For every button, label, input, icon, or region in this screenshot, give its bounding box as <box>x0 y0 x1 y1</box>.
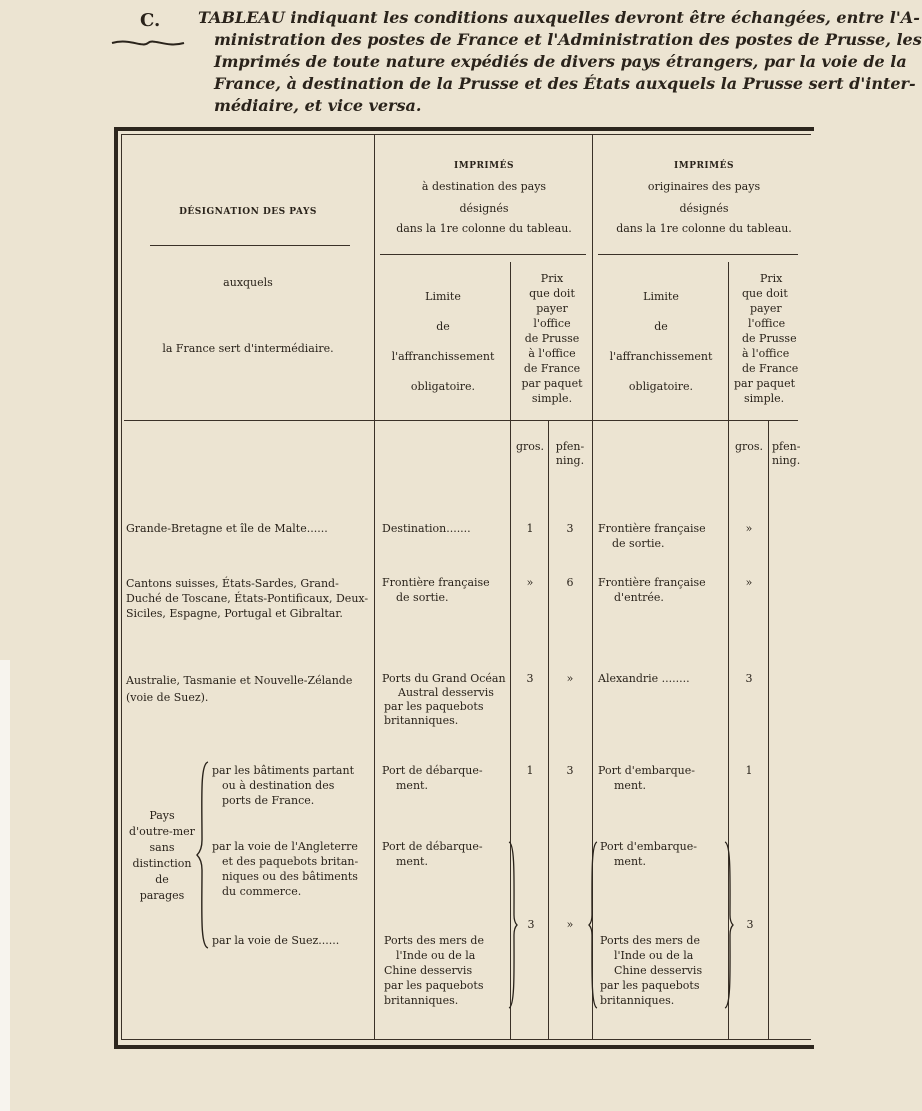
limite-dest-cell: Austral desservis <box>398 686 494 699</box>
prix-line: par paquet <box>734 377 796 390</box>
title-rule <box>150 245 350 246</box>
group1-line: à destination des pays <box>421 180 547 193</box>
limite-header: l'affranchissement <box>391 350 495 363</box>
limite-dest-cell: Destination....... <box>382 522 471 535</box>
limite-orig-cell: ment. <box>614 779 646 792</box>
group1-line: désignés <box>459 202 509 215</box>
limite-header: l'affranchissement <box>609 350 713 363</box>
voie-cell: et des paquebots britan- <box>222 855 359 868</box>
limite-dest-cell: britanniques. <box>384 714 459 727</box>
group2-line: désignés <box>679 202 729 215</box>
gros-cell: 1 <box>526 764 534 777</box>
limite-dest-cell: Frontière française <box>382 576 490 589</box>
outremer-label: distinction <box>132 857 192 870</box>
voie-cell: par la voie de Suez...... <box>212 934 340 947</box>
limite-dest-cell: Port de débarque- <box>382 764 483 777</box>
gros-cell: 1 <box>526 522 534 535</box>
voie-cell: du commerce. <box>222 885 302 898</box>
heading-line: France, à destination de la Prusse et des États auxquels la Prusse sert d'inter- <box>214 74 916 93</box>
table-heading <box>0 0 922 125</box>
pfenning-cell: » <box>566 918 574 931</box>
gros-cell: » <box>745 522 753 535</box>
prix-line: de France <box>742 362 799 375</box>
prix-line: payer <box>536 302 568 315</box>
gros-cell: 3 <box>526 672 534 685</box>
gros-cell: » <box>526 576 534 589</box>
heading-line: ministration des postes de France et l'Administration des postes de Prusse, les <box>214 30 922 49</box>
gros-cell: 3 <box>745 672 753 685</box>
limite-orig-cell: de sortie. <box>612 537 665 550</box>
limite-orig-cell: d'entrée. <box>614 591 664 604</box>
outremer-label: parages <box>139 889 185 902</box>
limite-dest-cell: Ports du Grand Océan <box>382 672 506 685</box>
limite-dest-cell: ment. <box>396 779 428 792</box>
pfenning-header: ning. <box>772 454 801 467</box>
heading-line: médiaire, et vice versa. <box>214 96 422 115</box>
limite-header: de <box>654 320 668 333</box>
voie-cell: niques ou des bâtiments <box>222 870 358 883</box>
column-divider <box>548 420 549 1040</box>
limite-dest-cell: Chine desservis <box>384 964 473 977</box>
pfenning-header: pfen- <box>555 440 585 453</box>
limite-orig-cell: Alexandrie ........ <box>598 672 690 685</box>
voie-cell: ou à destination des <box>222 779 335 792</box>
heading-line: Imprimés de toute nature expédiés de divers pays étrangers, par la voie de la <box>214 52 907 71</box>
limite-dest-cell: Ports des mers de <box>384 934 484 947</box>
limite-header: Limite <box>425 290 461 303</box>
gros-header: gros. <box>515 440 545 453</box>
voie-cell: ports de France. <box>222 794 315 807</box>
limite-header: de <box>436 320 450 333</box>
limite-dest-cell: l'Inde ou de la <box>396 949 476 962</box>
gros-header: gros. <box>734 440 764 453</box>
prix-line: que doit <box>742 287 788 300</box>
prix-line: l'office <box>748 317 786 330</box>
prix-line: simple. <box>531 392 573 405</box>
prix-line: que doit <box>529 287 575 300</box>
group2-title: IMPRIMÉS <box>674 161 734 171</box>
pfenning-cell: 3 <box>566 522 574 535</box>
limite-orig-cell: Frontière française <box>598 522 706 535</box>
voie-cell: par la voie de l'Angleterre <box>212 840 358 853</box>
outremer-label: d'outre-mer <box>129 825 195 838</box>
gros-cell: 3 <box>746 918 754 931</box>
limite-header: Limite <box>643 290 679 303</box>
group2-line: dans la 1re colonne du tableau. <box>616 222 792 235</box>
limite-dest-cell: par les paquebots <box>384 979 484 992</box>
heading-line: TABLEAU indiquant les conditions auxquelles devront être échangées, entre l'A- <box>198 8 920 27</box>
pfenning-cell: 6 <box>566 576 574 589</box>
limite-orig-cell: ment. <box>614 855 646 868</box>
limite-orig-cell: l'Inde ou de la <box>614 949 694 962</box>
group1-title: IMPRIMÉS <box>454 161 514 171</box>
outremer-label: de <box>155 873 169 886</box>
pfenning-cell: 3 <box>566 764 574 777</box>
prix-line: simple. <box>744 392 785 405</box>
prix-line: de France <box>523 362 581 375</box>
outremer-label: sans <box>149 841 175 854</box>
column-divider <box>768 420 769 1040</box>
limite-header: obligatoire. <box>410 380 476 393</box>
outremer-label: Pays <box>149 809 175 822</box>
limite-header: obligatoire. <box>628 380 694 393</box>
pfenning-cell: » <box>566 672 574 685</box>
prix-line: Prix <box>540 272 564 285</box>
limite-orig-cell: Port d'embarque- <box>598 764 695 777</box>
limite-orig-cell: Chine desservis <box>614 964 703 977</box>
designation-sub: la France sert d'intermédiaire. <box>162 342 334 355</box>
pays-cell: Australie, Tasmanie et Nouvelle-Zélande (voie de Suez). <box>126 674 353 704</box>
limite-orig-cell: Ports des mers de <box>600 934 700 947</box>
pays-cell: Grande-Bretagne et île de Malte...... <box>126 522 328 535</box>
limite-dest-cell: ment. <box>396 855 428 868</box>
group2-line: originaires des pays <box>647 180 761 193</box>
prix-line: à l'office <box>528 347 576 360</box>
swash-ornament <box>112 38 184 48</box>
group1-line: dans la 1re colonne du tableau. <box>396 222 572 235</box>
left-brace <box>196 760 210 950</box>
gros-cell: » <box>745 576 753 589</box>
header-divider <box>124 420 798 421</box>
limite-dest-cell: Port de débarque- <box>382 840 483 853</box>
prix-line: de Prusse <box>524 332 580 345</box>
prix-line: de Prusse <box>742 332 797 345</box>
pays-cell: Cantons suisses, États-Sardes, Grand-Duché de Toscane, États-Pontificaux, Deux-Siciles, Espagne, Portugal et Gibraltar. <box>126 577 369 620</box>
group-divider <box>598 254 798 255</box>
limite-dest-cell: de sortie. <box>396 591 449 604</box>
prix-line: à l'office <box>742 347 790 360</box>
column-divider <box>374 134 375 1040</box>
gros-cell: 3 <box>527 918 535 931</box>
designation-title: DÉSIGNATION DES PAYS <box>179 207 317 217</box>
prix-line: payer <box>750 302 782 315</box>
limite-orig-cell: Frontière française <box>598 576 706 589</box>
pfenning-header: pfen- <box>772 440 801 453</box>
group-divider <box>380 254 586 255</box>
prix-line: par paquet <box>521 377 583 390</box>
limite-dest-cell: britanniques. <box>384 994 459 1007</box>
voie-cell: par les bâtiments partant <box>212 764 354 777</box>
limite-orig-cell: par les paquebots <box>600 979 700 992</box>
page-margin <box>0 660 10 1111</box>
prix-line: l'office <box>533 317 571 330</box>
limite-orig-cell: Port d'embarque- <box>600 840 697 853</box>
designation-sub: auxquels <box>223 276 273 289</box>
pfenning-header: ning. <box>555 454 585 467</box>
limite-orig-cell: britanniques. <box>600 994 675 1007</box>
table-letter: C. <box>140 10 161 31</box>
prix-line: Prix <box>760 272 783 285</box>
gros-cell: 1 <box>745 764 753 777</box>
limite-dest-cell: par les paquebots <box>384 700 484 713</box>
